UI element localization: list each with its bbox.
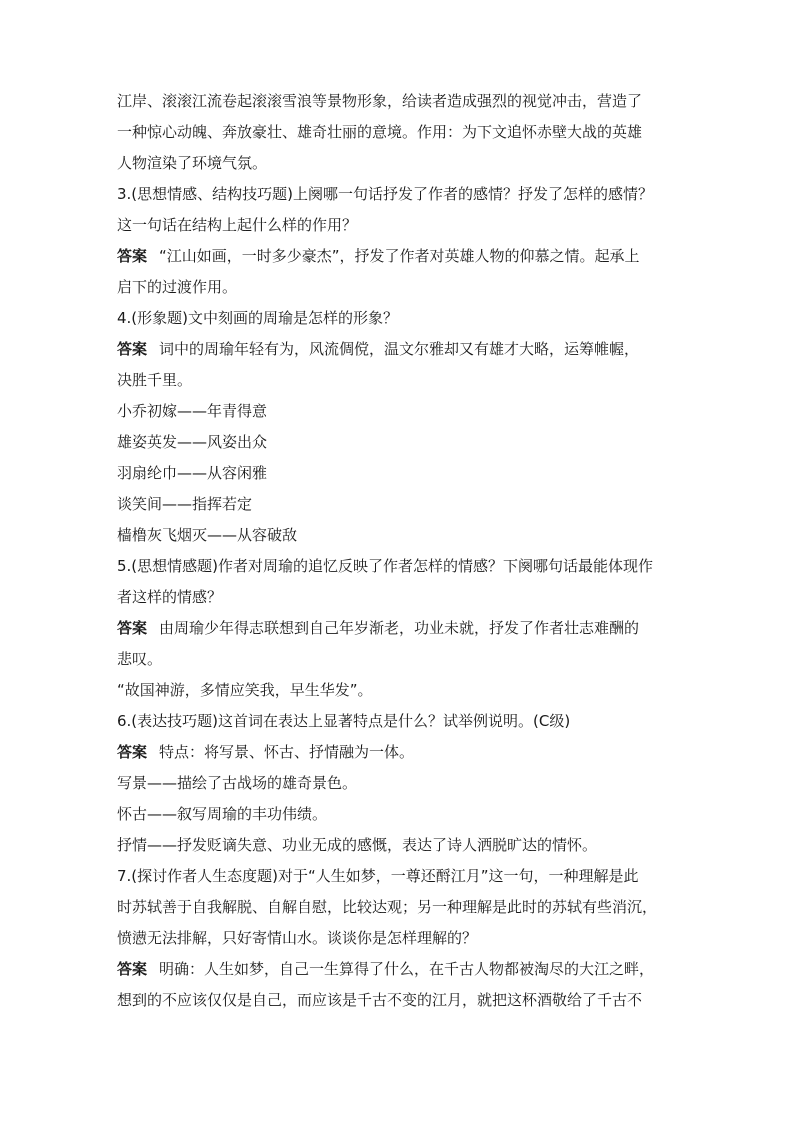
line-text: 这一句话在结构上起什么样的作用？ bbox=[117, 216, 358, 234]
answer-line bbox=[117, 954, 682, 985]
answer-label: 答案 bbox=[117, 340, 148, 358]
answer-label: 答案 bbox=[117, 743, 148, 761]
line-text: 时苏轼善于自我解脱、自解自慰，比较达观；另一种理解是此时的苏轼有些消沉， bbox=[117, 898, 658, 916]
answer-label: 答案 bbox=[117, 247, 148, 265]
line-text: 者这样的情感？ bbox=[117, 588, 223, 606]
line-text: 想到的不应该仅仅是自己，而应该是千古不变的江月，就把这杯酒敬给了千古不 bbox=[117, 991, 643, 1009]
line-text: 谈笑间——指挥若定 bbox=[117, 495, 253, 513]
text-line bbox=[117, 148, 682, 179]
line-text: 特点：将写景、怀古、抒情融为一体。 bbox=[159, 743, 415, 761]
text-line bbox=[117, 706, 682, 737]
line-text: 愤懑无法排解，只好寄情山水。谈谈你是怎样理解的？ bbox=[117, 929, 478, 947]
document-body bbox=[117, 86, 682, 1016]
line-text: 人物渲染了环境气氛。 bbox=[117, 154, 268, 172]
line-text: 由周瑜少年得志联想到自己年岁渐老，功业未就，抒发了作者壮志难酬的 bbox=[159, 619, 640, 637]
text-line bbox=[117, 396, 682, 427]
line-text: 悲叹。 bbox=[117, 650, 163, 668]
answer-line bbox=[117, 613, 682, 644]
line-text: 6.(表达技巧题)这首词在表达上显著特点是什么？试举例说明。(C级) bbox=[117, 712, 571, 730]
line-text: 雄姿英发——风姿出众 bbox=[117, 433, 268, 451]
line-text: “江山如画，一时多少豪杰”，抒发了作者对英雄人物的仰慕之情。起承上 bbox=[159, 247, 640, 265]
text-line bbox=[117, 427, 682, 458]
answer-line bbox=[117, 272, 682, 303]
answer-line bbox=[117, 334, 682, 365]
text-line bbox=[117, 861, 682, 892]
line-text: 7.(探讨作者人生态度题)对于“人生如梦，一尊还酹江月”这一句，一种理解是此 bbox=[117, 867, 639, 885]
text-line bbox=[117, 768, 682, 799]
answer-label: 答案 bbox=[117, 619, 148, 637]
text-line bbox=[117, 830, 682, 861]
line-text: 江岸、滚滚江流卷起滚滚雪浪等景物形象，给读者造成强烈的视觉冲击，营造了 bbox=[117, 92, 643, 110]
text-line bbox=[117, 582, 682, 613]
line-text: 明确：人生如梦，自己一生算得了什么，在千古人物都被淘尽的大江之畔， bbox=[159, 960, 655, 978]
text-line bbox=[117, 303, 682, 334]
text-line bbox=[117, 799, 682, 830]
text-line bbox=[117, 520, 682, 551]
text-line bbox=[117, 86, 682, 117]
line-text: 决胜千里。 bbox=[117, 371, 193, 389]
line-text: 小乔初嫁——年青得意 bbox=[117, 402, 268, 420]
line-text: 抒情——抒发贬谪失意、功业无成的感慨，表达了诗人洒脱旷达的情怀。 bbox=[117, 836, 598, 854]
line-text: 4.(形象题)文中刻画的周瑜是怎样的形象？ bbox=[117, 309, 399, 327]
line-text: 词中的周瑜年轻有为，风流倜傥，温文尔雅却又有雄才大略，运筹帷幄， bbox=[159, 340, 640, 358]
answer-line bbox=[117, 241, 682, 272]
answer-line bbox=[117, 737, 682, 768]
line-text: 羽扇纶巾——从容闲雅 bbox=[117, 464, 268, 482]
answer-line bbox=[117, 365, 682, 396]
text-line bbox=[117, 489, 682, 520]
text-line bbox=[117, 117, 682, 148]
line-text: “故国神游，多情应笑我，早生华发”。 bbox=[117, 681, 373, 699]
line-text: 写景——描绘了古战场的雄奇景色。 bbox=[117, 774, 358, 792]
answer-line bbox=[117, 985, 682, 1016]
line-text: 一种惊心动魄、奔放豪壮、雄奇壮丽的意境。作用：为下文追怀赤壁大战的英雄 bbox=[117, 123, 643, 141]
line-text: 启下的过渡作用。 bbox=[117, 278, 238, 296]
text-line bbox=[117, 675, 682, 706]
line-text: 3.(思想情感、结构技巧题)上阕哪一句话抒发了作者的感情？抒发了怎样的感情？ bbox=[117, 185, 654, 203]
line-text: 怀古——叙写周瑜的丰功伟绩。 bbox=[117, 805, 328, 823]
text-line bbox=[117, 923, 682, 954]
text-line bbox=[117, 551, 682, 582]
line-text: 樯橹灰飞烟灭——从容破敌 bbox=[117, 526, 298, 544]
answer-label: 答案 bbox=[117, 960, 148, 978]
line-text: 5.(思想情感题)作者对周瑜的追忆反映了作者怎样的情感？下阕哪句话最能体现作 bbox=[117, 557, 654, 575]
text-line bbox=[117, 892, 682, 923]
text-line bbox=[117, 458, 682, 489]
text-line bbox=[117, 179, 682, 210]
answer-line bbox=[117, 644, 682, 675]
text-line bbox=[117, 210, 682, 241]
